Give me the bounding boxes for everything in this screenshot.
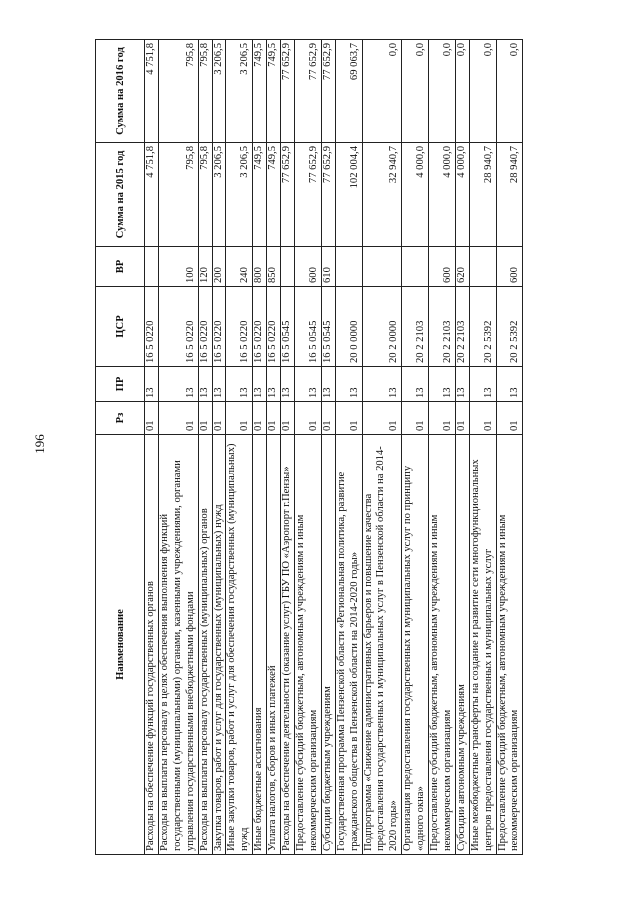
row-sum-2016: 0,0 bbox=[402, 40, 429, 143]
table-row bbox=[198, 40, 212, 855]
row-name: Расходы на выплаты персоналу в целях обеспечения выполнения функций государственными (муниципальными) органами, казенными учреждениями, органами управления государственными внебюджетными фондами bbox=[158, 435, 198, 855]
row-csr: 16 5 0220 bbox=[158, 287, 198, 367]
row-name: Иные закупки товаров, работ и услуг для обеспечения государственных (муниципальных) нужд bbox=[226, 435, 253, 855]
table-row bbox=[362, 40, 402, 855]
row-vr: 610 bbox=[321, 247, 335, 287]
row-pr: 13 bbox=[267, 367, 281, 402]
table-row bbox=[294, 40, 321, 855]
row-csr: 20 2 2103 bbox=[429, 287, 456, 367]
row-csr: 16 5 0220 bbox=[226, 287, 253, 367]
row-vr bbox=[362, 247, 402, 287]
row-name: Предоставление субсидий бюджетным, автономным учреждениям и иным некоммерческим организациям bbox=[429, 435, 456, 855]
row-pr: 13 bbox=[226, 367, 253, 402]
row-sum-2016: 795,8 bbox=[158, 40, 198, 143]
row-vr: 200 bbox=[212, 247, 226, 287]
row-sum-2015: 4 751,8 bbox=[145, 143, 159, 247]
row-pr: 13 bbox=[294, 367, 321, 402]
row-sum-2016: 0,0 bbox=[362, 40, 402, 143]
row-csr: 20 2 2103 bbox=[402, 287, 429, 367]
row-vr: 240 bbox=[226, 247, 253, 287]
row-csr: 16 5 0545 bbox=[321, 287, 335, 367]
row-sum-2016: 0,0 bbox=[455, 40, 469, 143]
row-csr: 20 2 0000 bbox=[362, 287, 402, 367]
row-rz: 01 bbox=[321, 402, 335, 435]
row-csr: 20 0 0000 bbox=[335, 287, 362, 367]
row-pr: 13 bbox=[198, 367, 212, 402]
row-sum-2016: 795,8 bbox=[198, 40, 212, 143]
row-name: Расходы на обеспечение функций государственных органов bbox=[145, 435, 159, 855]
row-sum-2016: 0,0 bbox=[429, 40, 456, 143]
header-csr: ЦСР bbox=[96, 287, 145, 367]
row-pr: 13 bbox=[281, 367, 295, 402]
row-name: Предоставление субсидий бюджетным, автономным учреждениям и иным некоммерческим организациям bbox=[294, 435, 321, 855]
row-vr: 600 bbox=[429, 247, 456, 287]
row-sum-2015: 3 206,5 bbox=[226, 143, 253, 247]
row-name: Субсидии автономным учреждениям bbox=[455, 435, 469, 855]
row-pr: 13 bbox=[253, 367, 267, 402]
row-csr: 16 5 0220 bbox=[267, 287, 281, 367]
row-sum-2016: 0,0 bbox=[469, 40, 496, 143]
row-sum-2015: 32 940,7 bbox=[362, 143, 402, 247]
row-pr: 13 bbox=[496, 367, 523, 402]
row-name: Иные бюджетные ассигнования bbox=[253, 435, 267, 855]
row-sum-2015: 4 000,0 bbox=[429, 143, 456, 247]
row-vr: 800 bbox=[253, 247, 267, 287]
row-pr: 13 bbox=[321, 367, 335, 402]
row-pr: 13 bbox=[362, 367, 402, 402]
row-rz: 01 bbox=[455, 402, 469, 435]
row-vr bbox=[402, 247, 429, 287]
row-rz: 01 bbox=[253, 402, 267, 435]
row-csr: 16 5 0545 bbox=[294, 287, 321, 367]
row-sum-2015: 795,8 bbox=[158, 143, 198, 247]
row-sum-2015: 77 652,9 bbox=[294, 143, 321, 247]
row-csr: 16 5 0220 bbox=[145, 287, 159, 367]
row-csr: 20 2 5392 bbox=[496, 287, 523, 367]
row-pr: 13 bbox=[335, 367, 362, 402]
row-sum-2016: 749,5 bbox=[253, 40, 267, 143]
table-row bbox=[253, 40, 267, 855]
row-csr: 16 5 0220 bbox=[212, 287, 226, 367]
row-sum-2015: 102 004,4 bbox=[335, 143, 362, 247]
row-name: Расходы на обеспечение деятельности (оказание услуг) ГБУ ПО «Аэропорт г.Пензы» bbox=[281, 435, 295, 855]
row-rz: 01 bbox=[294, 402, 321, 435]
row-vr: 600 bbox=[496, 247, 523, 287]
table-row bbox=[469, 40, 496, 855]
table-row bbox=[321, 40, 335, 855]
header-pr: ПР bbox=[96, 367, 145, 402]
row-name: Закупка товаров, работ и услуг для государственных (муниципальных) нужд bbox=[212, 435, 226, 855]
row-name: Уплата налогов, сборов и иных платежей bbox=[267, 435, 281, 855]
row-csr: 20 2 5392 bbox=[469, 287, 496, 367]
table-row bbox=[429, 40, 456, 855]
row-vr bbox=[281, 247, 295, 287]
row-pr: 13 bbox=[145, 367, 159, 402]
header-rz: Рз bbox=[96, 402, 145, 435]
row-rz: 01 bbox=[429, 402, 456, 435]
row-name: Подпрограмма «Снижение административных барьеров и повышение качества предоставления государственных и муниципальных услуг в Пензенской области на 2014-2020 годы» bbox=[362, 435, 402, 855]
row-csr: 16 5 0220 bbox=[198, 287, 212, 367]
row-pr: 13 bbox=[212, 367, 226, 402]
row-sum-2015: 3 206,5 bbox=[212, 143, 226, 247]
row-sum-2015: 4 000,0 bbox=[402, 143, 429, 247]
row-sum-2016: 0,0 bbox=[496, 40, 523, 143]
row-vr: 100 bbox=[158, 247, 198, 287]
row-sum-2015: 4 000,0 bbox=[455, 143, 469, 247]
row-sum-2016: 4 751,8 bbox=[145, 40, 159, 143]
row-name: Расходы на выплаты персоналу государственных (муниципальных) органов bbox=[198, 435, 212, 855]
row-sum-2016: 3 206,5 bbox=[212, 40, 226, 143]
row-rz: 01 bbox=[496, 402, 523, 435]
table-header-row bbox=[96, 40, 145, 855]
row-pr: 13 bbox=[455, 367, 469, 402]
row-sum-2016: 77 652,9 bbox=[281, 40, 295, 143]
row-rz: 01 bbox=[158, 402, 198, 435]
header-sum-2015: Сумма на 2015 год bbox=[96, 143, 145, 247]
table-row bbox=[226, 40, 253, 855]
table-row bbox=[267, 40, 281, 855]
row-vr bbox=[145, 247, 159, 287]
row-rz: 01 bbox=[226, 402, 253, 435]
rotated-page-content bbox=[95, 40, 552, 855]
row-rz: 01 bbox=[267, 402, 281, 435]
budget-table bbox=[95, 39, 523, 855]
row-sum-2016: 77 652,9 bbox=[294, 40, 321, 143]
row-sum-2015: 77 652,9 bbox=[281, 143, 295, 247]
row-csr: 20 2 2103 bbox=[455, 287, 469, 367]
table-row bbox=[212, 40, 226, 855]
row-sum-2016: 69 063,7 bbox=[335, 40, 362, 143]
row-name: Иные межбюджетные трансферты на создание и развитие сети многофункциональных центров предоставления государственных и муниципальных услуг bbox=[469, 435, 496, 855]
table-row bbox=[281, 40, 295, 855]
row-sum-2015: 77 652,9 bbox=[321, 143, 335, 247]
row-sum-2016: 77 652,9 bbox=[321, 40, 335, 143]
row-name: Государственная программа Пензенской области «Региональная политика, развитие гражданского общества в Пензенской области на 2014-2020 годы» bbox=[335, 435, 362, 855]
row-rz: 01 bbox=[145, 402, 159, 435]
table-row bbox=[496, 40, 523, 855]
row-vr: 850 bbox=[267, 247, 281, 287]
table-body bbox=[145, 40, 523, 855]
row-csr: 16 5 0220 bbox=[253, 287, 267, 367]
row-rz: 01 bbox=[469, 402, 496, 435]
row-name: Организация предоставления государственных и муниципальных услуг по принципу «одного окна» bbox=[402, 435, 429, 855]
row-vr bbox=[335, 247, 362, 287]
row-pr: 13 bbox=[402, 367, 429, 402]
row-vr: 600 bbox=[294, 247, 321, 287]
row-sum-2015: 749,5 bbox=[253, 143, 267, 247]
row-rz: 01 bbox=[212, 402, 226, 435]
table-row bbox=[158, 40, 198, 855]
row-pr: 13 bbox=[429, 367, 456, 402]
table-row bbox=[455, 40, 469, 855]
row-pr: 13 bbox=[469, 367, 496, 402]
row-sum-2015: 749,5 bbox=[267, 143, 281, 247]
row-sum-2016: 749,5 bbox=[267, 40, 281, 143]
row-rz: 01 bbox=[281, 402, 295, 435]
row-rz: 01 bbox=[402, 402, 429, 435]
row-pr: 13 bbox=[158, 367, 198, 402]
row-name: Субсидии бюджетным учреждениям bbox=[321, 435, 335, 855]
row-vr: 120 bbox=[198, 247, 212, 287]
page-number: 196 bbox=[31, 434, 47, 454]
row-rz: 01 bbox=[362, 402, 402, 435]
row-sum-2015: 28 940,7 bbox=[496, 143, 523, 247]
table-row bbox=[402, 40, 429, 855]
header-vr: ВР bbox=[96, 247, 145, 287]
row-vr bbox=[469, 247, 496, 287]
row-csr: 16 5 0545 bbox=[281, 287, 295, 367]
header-name: Наименование bbox=[96, 435, 145, 855]
table-row bbox=[335, 40, 362, 855]
row-vr: 620 bbox=[455, 247, 469, 287]
row-rz: 01 bbox=[198, 402, 212, 435]
header-sum-2016: Сумма на 2016 год bbox=[96, 40, 145, 143]
table-row bbox=[145, 40, 159, 855]
row-sum-2016: 3 206,5 bbox=[226, 40, 253, 143]
row-sum-2015: 795,8 bbox=[198, 143, 212, 247]
row-rz: 01 bbox=[335, 402, 362, 435]
row-name: Предоставление субсидий бюджетным, автономным учреждениям и иным некоммерческим организациям bbox=[496, 435, 523, 855]
row-sum-2015: 28 940,7 bbox=[469, 143, 496, 247]
